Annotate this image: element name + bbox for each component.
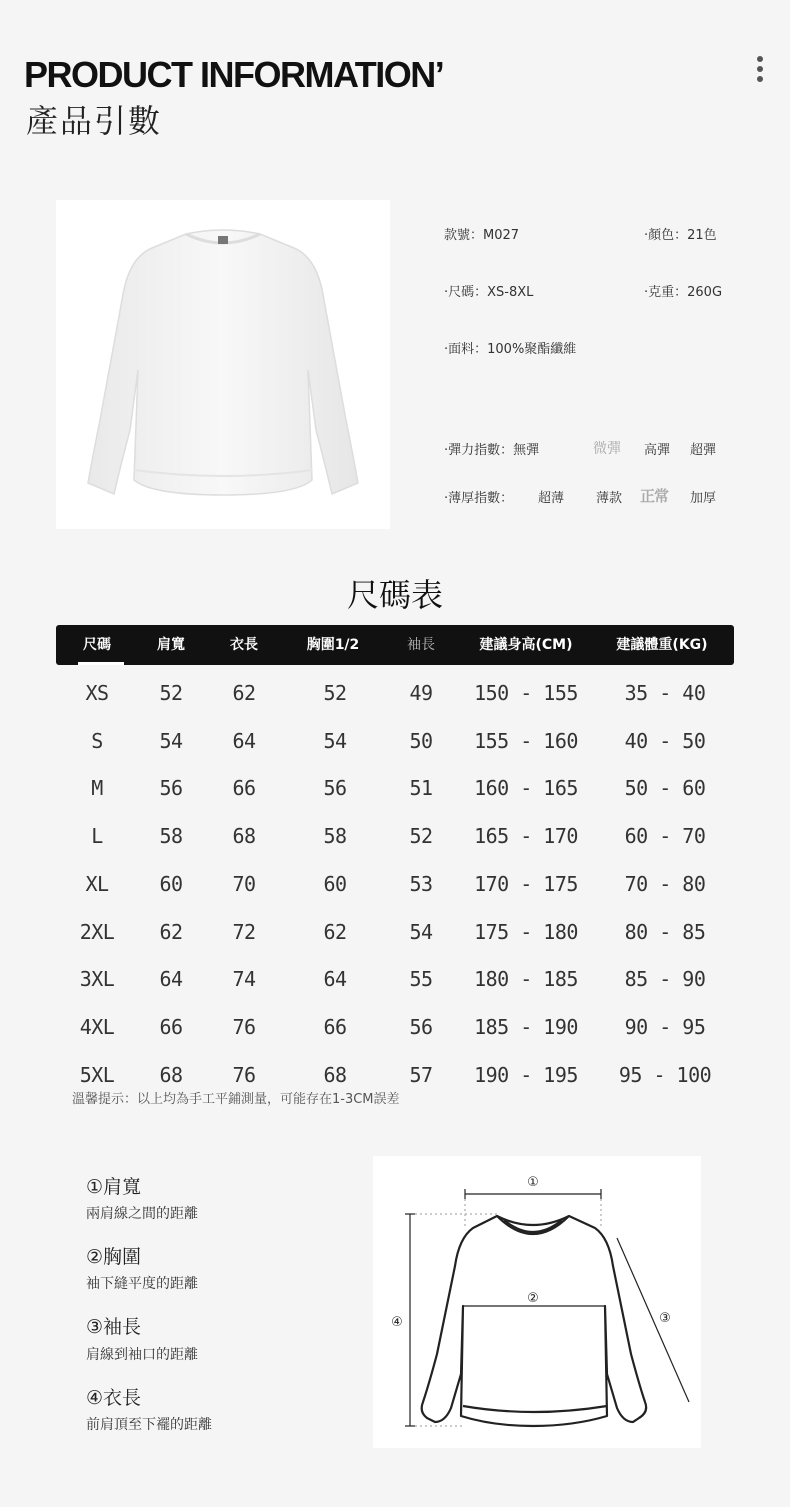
table-cell: 62 <box>159 919 183 944</box>
table-cell: 49 <box>409 681 433 705</box>
table-row <box>56 869 734 899</box>
header-weight: 建議體重(KG) <box>616 637 708 653</box>
table-row <box>56 1012 734 1042</box>
thickness-option: 薄款 <box>596 491 623 506</box>
table-cell: 2XL <box>79 919 115 944</box>
table-cell: 85 - 90 <box>624 967 706 992</box>
header-size: 尺碼 <box>83 637 111 653</box>
diagram-marker-3: ③ <box>659 1311 671 1326</box>
table-cell: 76 <box>232 1062 256 1087</box>
spec-weight: ·克重：260G <box>644 285 723 300</box>
table-cell: 95 - 100 <box>618 1062 712 1087</box>
table-cell: 66 <box>159 1014 183 1039</box>
spec-fabric: ·面料：100%聚酯纖維 <box>444 342 577 357</box>
table-cell: 57 <box>409 1062 433 1087</box>
table-cell: 50 - 60 <box>624 776 706 801</box>
spec-color: ·顏色：21色 <box>644 228 717 243</box>
spec-size: ·尺碼：XS-8XL <box>444 285 534 300</box>
measure-label-length: ④衣長 <box>86 1387 142 1409</box>
size-table-header <box>56 625 734 665</box>
thickness-label: ·薄厚指數： <box>444 491 514 506</box>
table-cell: 52 <box>159 681 183 705</box>
header-chest: 胸圍1/2 <box>306 637 360 653</box>
table-cell: 35 - 40 <box>624 681 706 705</box>
table-cell: 55 <box>409 967 433 992</box>
table-cell: 58 <box>159 824 183 849</box>
table-row <box>56 964 734 994</box>
more-vertical-icon[interactable] <box>752 56 768 86</box>
table-cell: 40 - 50 <box>624 728 706 753</box>
table-cell: 3XL <box>79 967 115 992</box>
spec-style: 款號：M027 <box>444 228 520 243</box>
measurement-diagram <box>373 1156 701 1448</box>
table-cell: XS <box>85 681 109 705</box>
table-cell: 70 <box>232 871 256 896</box>
page-title-en: PRODUCT INFORMATION’ <box>24 54 444 95</box>
table-cell: XL <box>85 871 109 896</box>
measure-desc-shoulder: 兩肩線之間的距離 <box>86 1206 198 1222</box>
table-cell: 70 - 80 <box>624 871 706 896</box>
table-row <box>56 917 734 947</box>
table-cell: S <box>91 728 103 753</box>
diagram-marker-4: ④ <box>391 1315 403 1330</box>
table-cell: 68 <box>232 824 256 849</box>
thickness-option-selected: 正常 <box>640 487 669 505</box>
header-sleeve: 袖長 <box>407 637 435 653</box>
table-cell: 185 - 190 <box>474 1014 578 1039</box>
table-cell: 50 <box>409 728 433 753</box>
header-length: 衣長 <box>230 637 258 653</box>
sweatshirt-icon <box>56 200 390 529</box>
table-cell: 4XL <box>79 1014 115 1039</box>
table-cell: 190 - 195 <box>474 1062 578 1087</box>
table-cell: 52 <box>323 681 347 705</box>
measure-desc-sleeve: 肩線到袖口的距離 <box>86 1347 198 1363</box>
table-cell: 56 <box>409 1014 433 1039</box>
table-row <box>56 678 734 708</box>
table-cell: 5XL <box>79 1062 115 1087</box>
table-cell: 66 <box>232 776 256 801</box>
elasticity-option: 微彈 <box>593 441 621 457</box>
header-shoulder: 肩寬 <box>157 637 185 653</box>
table-cell: 56 <box>323 776 347 801</box>
table-cell: L <box>91 824 103 849</box>
size-chart-title: 尺碼表 <box>346 576 443 614</box>
table-cell: 60 - 70 <box>624 824 706 849</box>
table-cell: 62 <box>232 681 256 705</box>
table-cell: 51 <box>409 776 433 801</box>
table-cell: 74 <box>232 967 256 992</box>
elasticity-option: 高彈 <box>644 443 671 458</box>
table-cell: 165 - 170 <box>474 824 578 849</box>
table-cell: 170 - 175 <box>474 871 578 896</box>
table-cell: 150 - 155 <box>474 681 578 705</box>
table-cell: 60 <box>323 871 347 896</box>
thickness-option: 加厚 <box>690 491 717 506</box>
measurement-note: 溫馨提示：以上均為手工平鋪測量，可能存在1-3CM誤差 <box>72 1092 400 1107</box>
table-cell: 62 <box>323 919 347 944</box>
table-cell: 52 <box>409 824 433 849</box>
table-row <box>56 1060 734 1090</box>
table-cell: 64 <box>159 967 183 992</box>
table-row <box>56 821 734 851</box>
table-cell: 54 <box>409 919 433 944</box>
sweatshirt-outline-icon <box>373 1156 701 1448</box>
table-cell: 66 <box>323 1014 347 1039</box>
measure-desc-chest: 袖下縫平度的距離 <box>86 1276 198 1292</box>
table-cell: 53 <box>409 871 433 896</box>
diagram-marker-1: ① <box>527 1175 539 1190</box>
table-cell: 90 - 95 <box>624 1014 706 1039</box>
table-cell: 56 <box>159 776 183 801</box>
table-cell: 54 <box>159 728 183 753</box>
table-cell: 68 <box>323 1062 347 1087</box>
header-height: 建議身高(CM) <box>479 637 573 653</box>
page-title-zh: 產品引數 <box>26 102 163 140</box>
table-cell: 68 <box>159 1062 183 1087</box>
table-cell: 58 <box>323 824 347 849</box>
table-cell: 175 - 180 <box>474 919 578 944</box>
table-row <box>56 726 734 756</box>
table-cell: 54 <box>323 728 347 753</box>
table-cell: 155 - 160 <box>474 728 578 753</box>
measure-label-chest: ②胸圍 <box>86 1246 142 1268</box>
table-cell: M <box>91 776 103 801</box>
measure-desc-length: 前肩頂至下襬的距離 <box>86 1417 212 1433</box>
thickness-option: 超薄 <box>538 491 565 506</box>
table-cell: 160 - 165 <box>474 776 578 801</box>
table-cell: 72 <box>232 919 256 944</box>
table-cell: 80 - 85 <box>624 919 706 944</box>
table-row <box>56 773 734 803</box>
table-cell: 64 <box>232 728 256 753</box>
measure-label-sleeve: ③袖長 <box>86 1316 142 1338</box>
product-image <box>56 200 390 529</box>
table-cell: 60 <box>159 871 183 896</box>
diagram-marker-2: ② <box>527 1291 539 1306</box>
header-underline <box>78 662 124 665</box>
table-cell: 76 <box>232 1014 256 1039</box>
table-cell: 180 - 185 <box>474 967 578 992</box>
table-cell: 64 <box>323 967 347 992</box>
elasticity-label: ·彈力指數：無彈 <box>444 443 540 458</box>
measure-label-shoulder: ①肩寬 <box>86 1176 142 1198</box>
elasticity-option: 超彈 <box>690 443 717 458</box>
